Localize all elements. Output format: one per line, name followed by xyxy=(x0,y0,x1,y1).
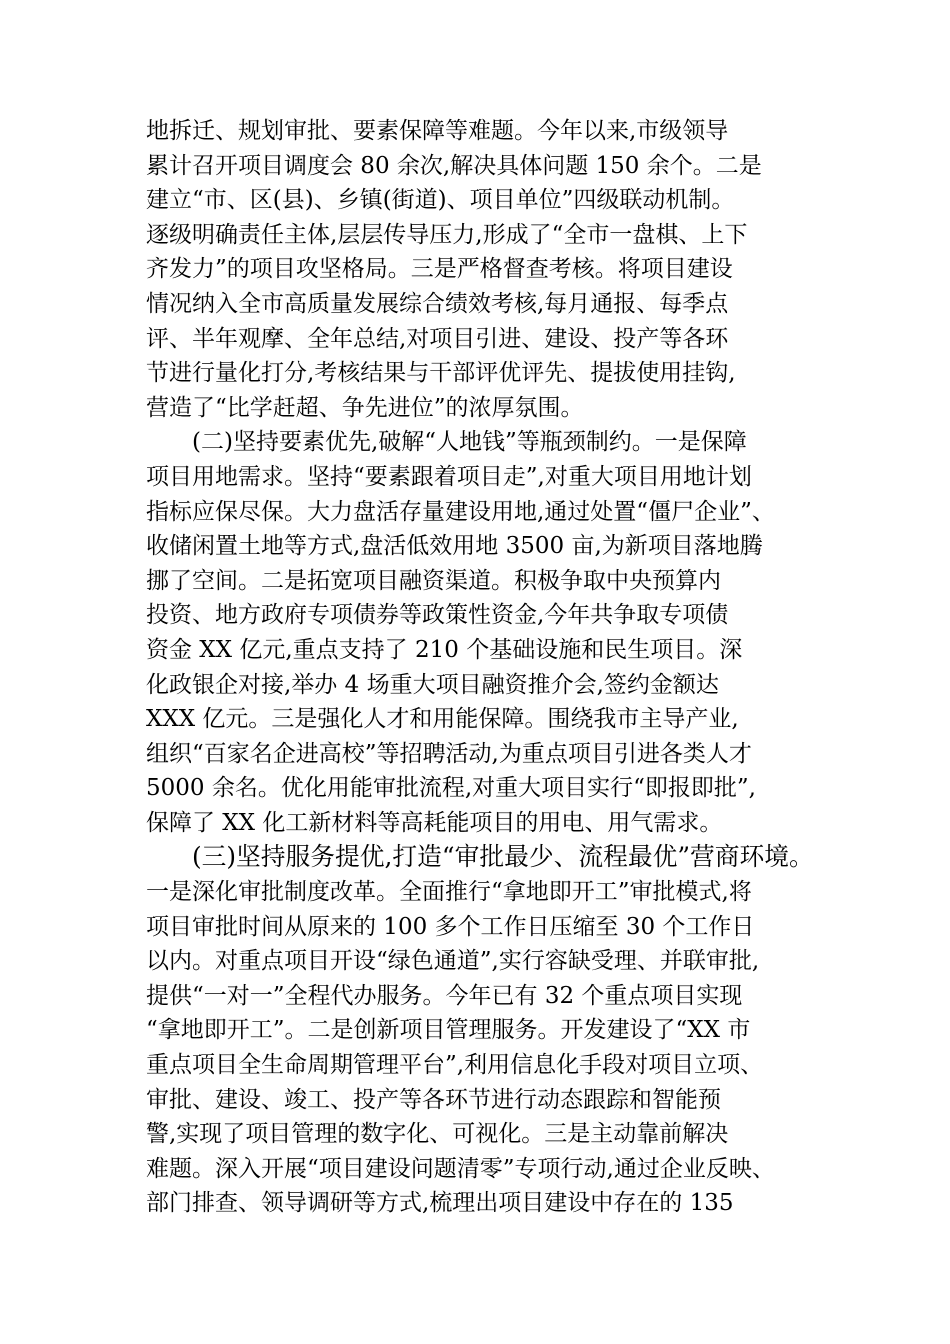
text-line: “拿地即开工”。二是创新项目管理服务。开发建设了“XX 市 xyxy=(146,1017,751,1044)
paragraph-first-line: (三)坚持服务提优,打造“审批最少、流程最优”营商环境。 xyxy=(192,842,814,872)
text-line: 评、半年观摩、全年总结,对项目引进、建设、投产等各环 xyxy=(146,325,729,352)
text-line: 情况纳入全市高质量发展综合绩效考核,每月通报、每季点 xyxy=(146,290,729,317)
text-line: 重点项目全生命周期管理平台”,利用信息化手段对项目立项、 xyxy=(146,1052,764,1079)
text-line: 逐级明确责任主体,层层传导压力,形成了“全市一盘棋、上下 xyxy=(146,221,748,248)
text-line: 指标应保尽保。大力盘活存量建设用地,通过处置“僵尸企业”、 xyxy=(146,498,775,525)
text-line: 难题。深入开展“项目建设问题清零”专项行动,通过企业反映、 xyxy=(146,1155,775,1182)
text-line: 5000 余名。优化用能审批流程,对重大项目实行“即报即批”, xyxy=(146,775,756,802)
text-line: 投资、地方政府专项债券等政策性资金,今年共争取专项债 xyxy=(146,602,729,629)
body-text xyxy=(146,114,814,1221)
text-line: 营造了“比学赶超、争先进位”的浓厚氛围。 xyxy=(146,394,584,421)
text-line: 以内。对重点项目开设“绿色通道”,实行容缺受理、并联审批, xyxy=(146,948,760,975)
text-line: 资金 XX 亿元,重点支持了 210 个基础设施和民生项目。深 xyxy=(146,636,743,663)
text-line: 节进行量化打分,考核结果与干部评优评先、提拔使用挂钩, xyxy=(146,360,736,387)
text-line: 保障了 XX 化工新材料等高耗能项目的用电、用气需求。 xyxy=(146,809,723,836)
text-line: 挪了空间。二是拓宽项目融资渠道。积极争取中央预算内 xyxy=(146,567,721,594)
text-line: 审批、建设、竣工、投产等各环节进行动态跟踪和智能预 xyxy=(146,1086,721,1113)
text-line: 部门排查、领导调研等方式,梳理出项目建设中存在的 135 xyxy=(146,1190,734,1217)
text-line: 累计召开项目调度会 80 余次,解决具体问题 150 余个。二是 xyxy=(146,152,762,179)
text-line: 齐发力”的项目攻坚格局。三是严格督查考核。将项目建设 xyxy=(146,256,733,283)
paragraph-first-line: (二)坚持要素优先,破解“人地钱”等瓶颈制约。一是保障 xyxy=(192,429,747,456)
text-line: 提供“一对一”全程代办服务。今年已有 32 个重点项目实现 xyxy=(146,982,743,1009)
text-line: XXX 亿元。三是强化人才和用能保障。围绕我市主导产业, xyxy=(146,706,739,733)
text-line: 化政银企对接,举办 4 场重大项目融资推介会,签约金额达 xyxy=(146,671,719,698)
text-line: 项目用地需求。坚持“要素跟着项目走”,对重大项目用地计划 xyxy=(146,463,752,490)
text-line: 组织“百家名企进高校”等招聘活动,为重点项目引进各类人才 xyxy=(146,740,752,767)
text-line: 收储闲置土地等方式,盘活低效用地 3500 亩,为新项目落地腾 xyxy=(146,533,763,560)
text-line: 建立“市、区(县)、乡镇(街道)、项目单位”四级联动机制。 xyxy=(146,187,735,214)
text-line: 警,实现了项目管理的数字化、可视化。三是主动靠前解决 xyxy=(146,1121,729,1148)
text-line: 一是深化审批制度改革。全面推行“拿地即开工”审批模式,将 xyxy=(146,879,752,906)
text-line: 地拆迁、规划审批、要素保障等难题。今年以来,市级领导 xyxy=(146,118,729,144)
text-line: 项目审批时间从原来的 100 多个工作日压缩至 30 个工作日 xyxy=(146,913,755,940)
